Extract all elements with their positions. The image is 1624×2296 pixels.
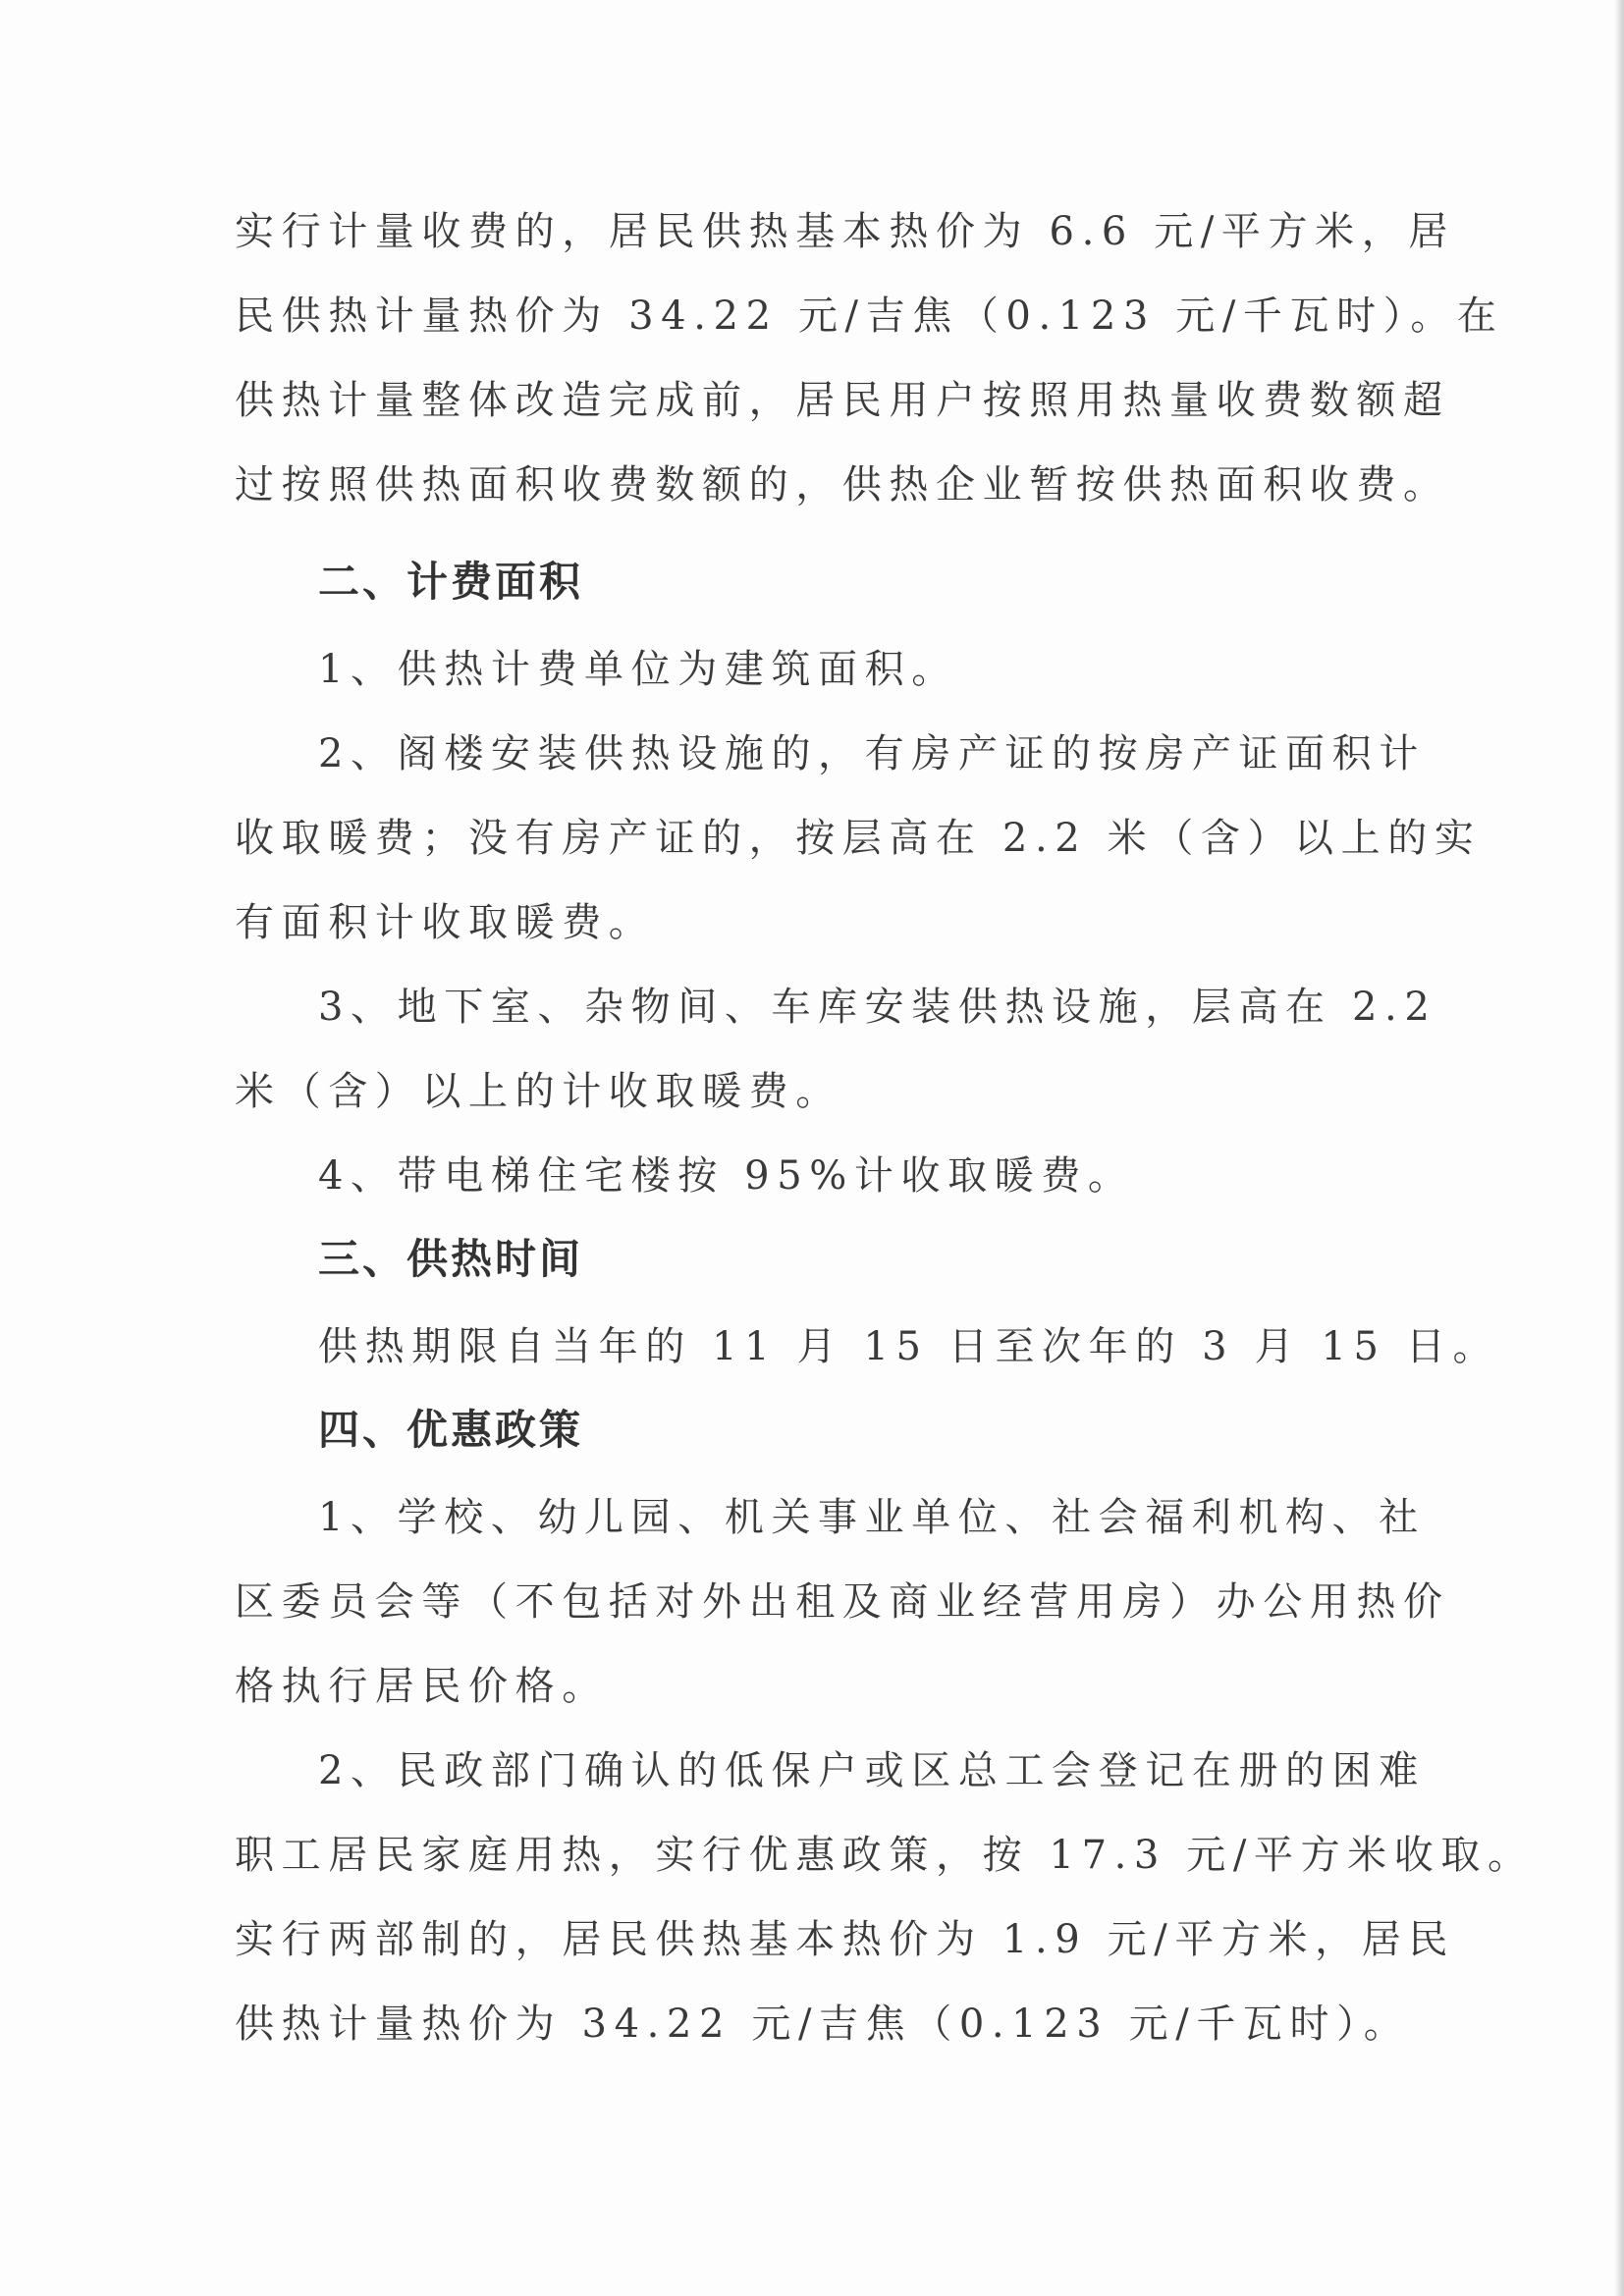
billing-area-item-3-line-1: 3、地下室、杂物间、车库安装供热设施，层高在 2.2 (318, 985, 1437, 1030)
section-heading-billing-area: 二、计费面积 (318, 558, 584, 606)
billing-area-item-2-line-1: 2、阁楼安装供热设施的，有房产证的按房产证面积计 (318, 731, 1426, 776)
policy-item-2-line-1: 2、民政部门确认的低保户或区总工会登记在册的困难 (318, 1748, 1426, 1793)
paragraph-line-4: 过按照供热面积收费数额的，供热企业暂按供热面积收费。 (235, 462, 1450, 507)
billing-area-item-4: 4、带电梯住宅楼按 95%计收取暖费。 (318, 1153, 1135, 1199)
billing-area-item-1: 1、供热计费单位为建筑面积。 (318, 647, 958, 692)
billing-area-item-2-line-3: 有面积计收取暖费。 (235, 900, 656, 945)
section-heading-heating-period: 三、供热时间 (318, 1235, 584, 1283)
billing-area-item-2-line-2: 收取暖费；没有房产证的，按层高在 2.2 米（含）以上的实 (235, 816, 1482, 861)
policy-item-2-line-2: 职工居民家庭用热，实行优惠政策，按 17.3 元/平方米收取。 (235, 1833, 1535, 1878)
policy-item-2-line-3: 实行两部制的，居民供热基本热价为 1.9 元/平方米，居民 (235, 1917, 1455, 1962)
billing-area-item-3-line-2: 米（含）以上的计收取暖费。 (235, 1069, 842, 1114)
policy-item-2-line-4: 供热计量热价为 34.22 元/吉焦（0.123 元/千瓦时）。 (235, 2002, 1411, 2047)
scan-edge-shadow (1614, 0, 1624, 2296)
policy-item-1-line-3: 格执行居民价格。 (235, 1664, 609, 1709)
heating-period-text: 供热期限自当年的 11 月 15 日至次年的 3 月 15 日。 (318, 1324, 1500, 1369)
policy-item-1-line-1: 1、学校、幼儿园、机关事业单位、社会福利机构、社 (318, 1495, 1426, 1540)
paragraph-line-3: 供热计量整体改造完成前，居民用户按照用热量收费数额超 (235, 378, 1450, 423)
paragraph-line-1: 实行计量收费的，居民供热基本热价为 6.6 元/平方米，居 (235, 209, 1455, 254)
section-heading-preferential-policy: 四、优惠政策 (318, 1406, 584, 1454)
policy-item-1-line-2: 区委员会等（不包括对外出租及商业经营用房）办公用热价 (235, 1579, 1450, 1625)
paragraph-line-2: 民供热计量热价为 34.22 元/吉焦（0.123 元/千瓦时）。在 (235, 294, 1504, 339)
